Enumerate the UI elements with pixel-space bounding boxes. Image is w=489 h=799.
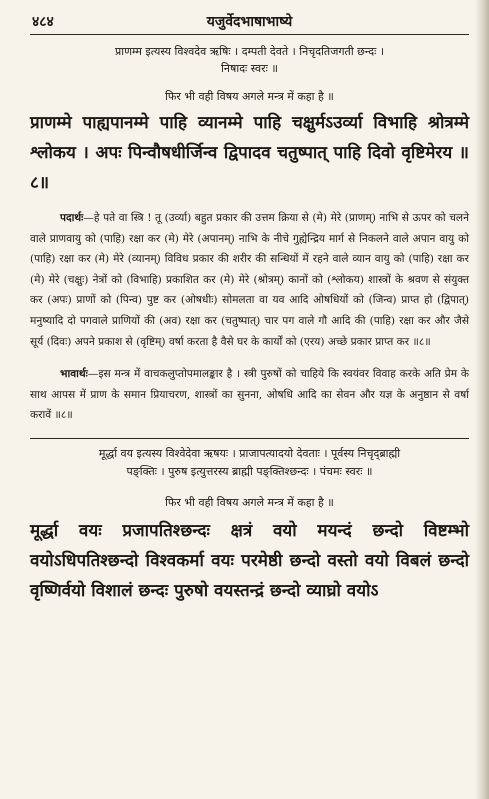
mantra-meta-line: निषादः स्वरः ॥	[221, 62, 278, 75]
running-title: यजुर्वेदभाषाभाष्ये	[206, 14, 293, 30]
mantra-intro: फिर भी वही विषय अगले मन्त्र में कहा है ॥	[165, 90, 334, 103]
mantra-intro: फिर भी वही विषय अगले मन्त्र में कहा है ॥	[165, 495, 334, 509]
page-number: ४८४	[32, 14, 54, 30]
padartha-paragraph	[30, 208, 469, 352]
mantra-meta-line: पङ्क्तिः । पुरुष इत्युत्तरस्य ब्राह्मी पङ्क्तिश्छन्दः । पंचमः स्वरः ॥	[126, 464, 373, 478]
section-divider	[30, 438, 469, 439]
mantra-meta-line: प्राणम्म इत्यस्य विश्वदेव ऋषिः । दम्पती देवते । निचृदतिजगती छन्दः ।	[114, 45, 385, 58]
mantra-meta-line: मूर्द्धा वय इत्यस्य विश्वेदेवा ऋषयः । प्राजापत्यादयो देवताः । पूर्वस्य निचृद्ब्राह्मी	[98, 446, 401, 460]
page-header	[30, 0, 469, 35]
mantra-verse: प्राणम्मे पाह्यपानम्मे पाहि व्यानम्मे पाहि चक्षुर्मऽउर्व्या विभाहि श्रोत्रम्मे श्लोकय । अपः पिन्वौषधीर्जिन्व द्विपादव चतुष्पात् पाहि दिवो वृष्टिमेरय ॥८॥	[30, 113, 469, 193]
mantra-verse: मूर्द्धा वयः प्रजापतिश्छन्दः क्षत्रं वयो मयन्दं छन्दो विष्टम्भो वयोऽधिपतिश्छन्दो विश्वकर्मा वयः परमेष्ठी छन्दो वस्तो वयो विबलं छन्दो वृष्णिर्वयो विशालं छन्दः पुरुषो वयस्तन्द्रं छन्दो व्याघ्रो वयोऽ	[30, 520, 469, 601]
bhavartha-text: —इस मन्त्र में वाचकलुप्तोपमालङ्कार है । स्त्री पुरुषों को चाहिये कि स्वयंवर विवाह करके अति प्रेम के साथ आपस में प्राण के समान प्रियाचरण, शास्त्रों का सुनना, ओषधि आदि का सेवन और यज्ञ के अनुष्ठान से वर्षा करावें ॥८॥	[30, 368, 469, 422]
mantra-meta	[30, 445, 469, 481]
page-spine-shadow	[475, 0, 489, 799]
bhavartha-paragraph	[30, 364, 469, 426]
mantra-meta	[30, 43, 469, 77]
padartha-text: —हे पते वा स्त्रि ! तू (उर्व्या) बहुत प्रकार की उत्तम क्रिया से (मे) मेरे (प्राणम्) नाभि से ऊपर को चलने वाले प्राणवायु को (पाहि) रक्षा कर (मे) मेरे (अपानम्) नाभि के नीचे गुह्येन्द्रिय मार्ग से निकलने वाले अपान वायु को (पाहि) रक्षा कर (मे) मेरे (व्यानम्) विविध प्रकार की शरीर की सन्धियों में रहने वाले व्यान वायु को (पाहि) रक्षा कर (मे) मेरे (चक्षुः) नेत्रों को (विभाहि) प्रकाशित कर (मे) मेरे (श्रोत्रम्) कानों को (श्लोकय) शास्त्रों के श्रवण से संयुक्त कर (अपः) प्राणों को (पिन्व) पुष्ट कर (ओषधीः) सोमलता वा यव आदि ओषधियों को (जिन्व) प्राप्त हो (द्विपात्) मनुष्यादि दो पगवाले प्राणियों की (अव) रक्षा कर (चतुष्पात्) चार पग वाले गौ आदि की (पाहि) रक्षा कर और जैसे सूर्य (दिवः) अपने प्रकाश से (वृष्टिम्) वर्षा करता है वैसे घर के कार्यों को (एरय) अच्छे प्रकार प्राप्त कर ॥८॥	[30, 212, 469, 348]
padartha-label: पदार्थः	[60, 212, 84, 224]
bhavartha-label: भावार्थः	[60, 368, 88, 381]
